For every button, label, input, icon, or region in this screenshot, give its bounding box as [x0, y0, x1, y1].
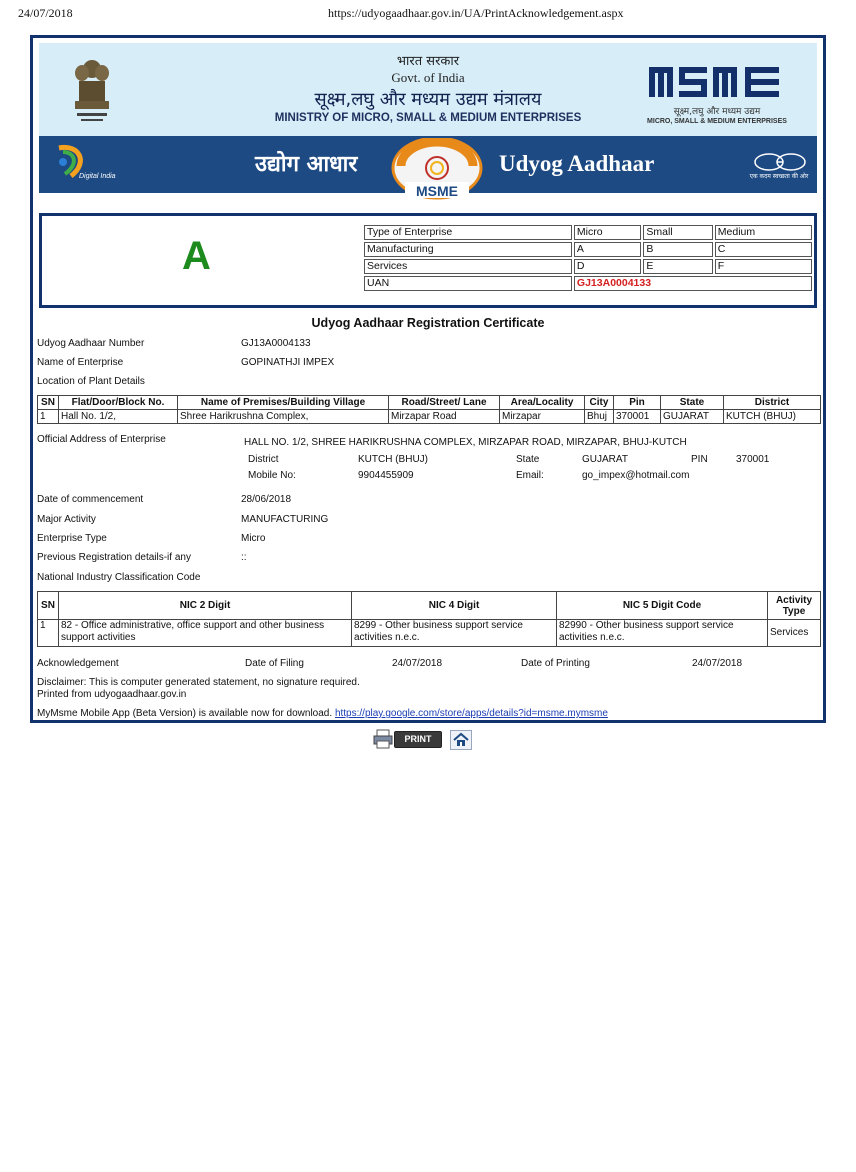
printing-date-label: Date of Printing — [521, 658, 590, 669]
swachh-bharat-text: एक कदम स्वच्छता की ओर — [749, 173, 809, 180]
column-header: Name of Premises/Building Village — [178, 396, 389, 410]
table-header-row — [38, 592, 821, 620]
uan-label: UAN — [364, 276, 572, 291]
table-cell: Small — [643, 225, 712, 240]
msme-hindi-text: सूक्ष्म,लघु और मध्यम उद्यम — [673, 107, 761, 117]
acknowledgement-label: Acknowledgement — [37, 658, 119, 669]
ministry-hindi-text: सूक्ष्म,लघु और मध्यम उद्यम मंत्रालय — [314, 89, 542, 110]
table-cell: B — [643, 242, 712, 257]
enterprise-name: GOPINATHJI IMPEX — [241, 357, 335, 368]
printed-from-text: Printed from udyogaadhaar.gov.in — [37, 689, 187, 700]
filing-date-value: 24/07/2018 — [392, 658, 443, 669]
govt-text: Govt. of India — [391, 70, 465, 85]
table-header-row — [38, 396, 821, 410]
app-notice-text: MyMsme Mobile App (Beta Version) is available now for download. — [37, 708, 333, 719]
udyog-aadhaar-seal-icon — [391, 138, 483, 202]
previous-registration-value: :: — [241, 552, 247, 563]
disclaimer-text: Disclaimer: This is computer generated statement, no signature required. — [37, 677, 360, 688]
msme-english-text: MICRO, SMALL & MEDIUM ENTERPRISES — [647, 118, 787, 125]
printer-icon[interactable] — [372, 728, 394, 750]
column-header: SN — [38, 592, 59, 620]
table-cell: C — [715, 242, 812, 257]
enterprise-type-label: Enterprise Type — [37, 533, 107, 544]
table-row — [364, 259, 812, 274]
mobile-value: 9904455909 — [358, 470, 414, 481]
major-activity-value: MANUFACTURING — [241, 514, 329, 525]
pin-label: PIN — [691, 454, 708, 465]
page-date: 24/07/2018 — [18, 6, 73, 20]
table-cell: 1 — [38, 410, 59, 424]
table-cell: Mirzapar Road — [389, 410, 500, 424]
table-row — [364, 225, 812, 240]
app-download-link[interactable]: https://play.google.com/store/apps/details?id=msme.mymsme — [334, 708, 608, 719]
ministry-text: MINISTRY OF MICRO, SMALL & MEDIUM ENTERPRISES — [274, 112, 582, 124]
table-cell: Micro — [574, 225, 641, 240]
column-header: City — [585, 396, 614, 410]
enterprise-grade: A — [182, 234, 211, 278]
table-row — [38, 410, 821, 424]
filing-date-label: Date of Filing — [245, 658, 304, 669]
column-header: State — [661, 396, 724, 410]
table-cell: Mirzapar — [500, 410, 585, 424]
table-cell: Type of Enterprise — [364, 225, 572, 240]
district-label: District — [248, 454, 279, 465]
home-icon[interactable] — [450, 730, 472, 750]
certificate-frame — [30, 35, 826, 723]
table-cell: Services — [768, 620, 821, 647]
column-header: NIC 4 Digit — [352, 592, 557, 620]
column-header: Activity Type — [768, 592, 821, 620]
commencement-label: Date of commencement — [37, 494, 144, 505]
table-cell: Manufacturing — [364, 242, 572, 257]
app-notice — [37, 708, 608, 719]
email-value: go_impex@hotmail.com — [582, 470, 690, 481]
table-cell: Hall No. 1/2, — [59, 410, 178, 424]
table-cell: 8299 - Other business support service activities n.e.c. — [352, 620, 557, 647]
official-address: HALL NO. 1/2, SHREE HARIKRUSHNA COMPLEX, MIRZAPAR ROAD, MIRZAPAR, BHUJ-KUTCH — [244, 437, 687, 448]
udyog-banner — [39, 136, 817, 199]
table-cell: F — [715, 259, 812, 274]
print-actions — [372, 728, 476, 752]
location-table — [37, 395, 821, 424]
table-cell: E — [643, 259, 712, 274]
enterprise-name-label: Name of Enterprise — [37, 357, 124, 368]
district-value: KUTCH (BHUJ) — [358, 454, 428, 465]
column-header: NIC 2 Digit — [59, 592, 352, 620]
column-header: Flat/Door/Block No. — [59, 396, 178, 410]
table-cell: A — [574, 242, 641, 257]
column-header: Road/Street/ Lane — [389, 396, 500, 410]
table-row — [364, 276, 812, 291]
pin-value: 370001 — [736, 454, 770, 465]
enterprise-type-value: Micro — [241, 533, 266, 544]
category-table — [362, 223, 814, 293]
table-cell: 82 - Office administrative, office support and other business support activities — [59, 620, 352, 647]
udyog-english-title: Udyog Aadhaar — [499, 151, 655, 176]
email-label: Email: — [516, 470, 544, 481]
table-cell: 1 — [38, 620, 59, 647]
printing-date-value: 24/07/2018 — [692, 658, 743, 669]
previous-registration-label: Previous Registration details-if any — [37, 552, 191, 563]
table-cell: D — [574, 259, 641, 274]
udyog-aadhaar-number-label: Udyog Aadhaar Number — [37, 338, 145, 349]
table-row — [364, 242, 812, 257]
table-cell: Medium — [715, 225, 812, 240]
msme-logo-icon — [649, 65, 784, 99]
nic-label: National Industry Classification Code — [37, 572, 201, 583]
certificate-title: Udyog Aadhaar Registration Certificate — [311, 316, 545, 330]
table-cell: 370001 — [614, 410, 661, 424]
table-cell: Shree Harikrushna Complex, — [178, 410, 389, 424]
nic-table — [37, 591, 821, 647]
column-header: District — [724, 396, 821, 410]
print-button[interactable]: PRINT — [394, 731, 442, 748]
govt-hindi-text: भारत सरकार — [396, 54, 460, 69]
table-row — [38, 620, 821, 647]
udyog-aadhaar-number: GJ13A0004133 — [241, 338, 311, 349]
category-box — [39, 213, 817, 308]
column-header: NIC 5 Digit Code — [557, 592, 768, 620]
table-cell: Bhuj — [585, 410, 614, 424]
location-label: Location of Plant Details — [37, 376, 145, 387]
udyog-hindi-title: उद्योग आधार — [255, 152, 358, 177]
ministry-banner — [39, 43, 817, 139]
table-cell: 82990 - Other business support service activities n.e.c. — [557, 620, 768, 647]
column-header: Pin — [614, 396, 661, 410]
official-address-label: Official Address of Enterprise — [37, 434, 166, 445]
mobile-label: Mobile No: — [248, 470, 296, 481]
state-value: GUJARAT — [582, 454, 628, 465]
commencement-value: 28/06/2018 — [241, 494, 292, 505]
digital-india-text: Digital India — [79, 173, 116, 180]
state-label: State — [516, 454, 540, 465]
seal-msme-text: MSME — [416, 183, 458, 199]
table-cell: KUTCH (BHUJ) — [724, 410, 821, 424]
table-cell: GUJARAT — [661, 410, 724, 424]
major-activity-label: Major Activity — [37, 514, 96, 525]
page-url: https://udyogaadhaar.gov.in/UA/PrintAcknowledgement.aspx — [328, 6, 624, 20]
column-header: Area/Locality — [500, 396, 585, 410]
table-cell: Services — [364, 259, 572, 274]
uan-value: GJ13A0004133 — [574, 276, 812, 291]
column-header: SN — [38, 396, 59, 410]
